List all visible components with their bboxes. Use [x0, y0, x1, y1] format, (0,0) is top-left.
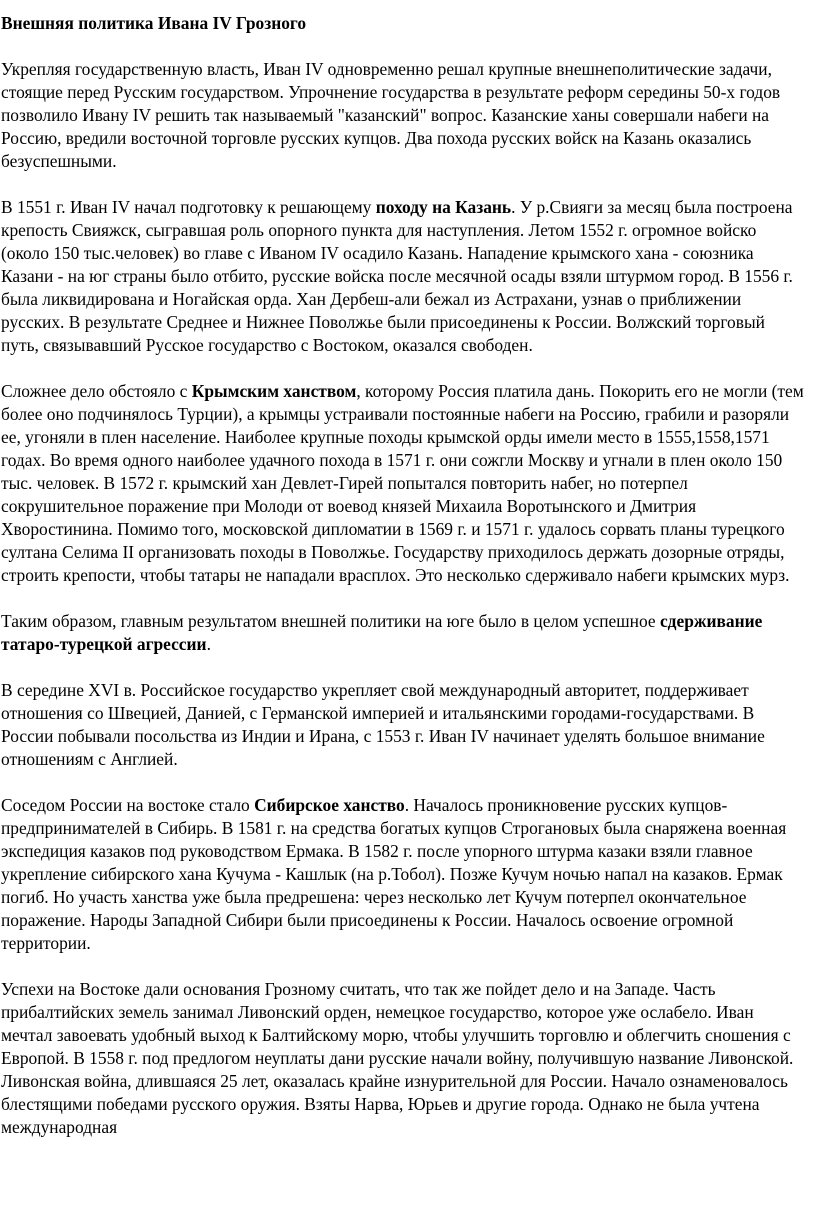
- paragraph-text: В 1551 г. Иван IV начал подготовку к решающему: [1, 197, 376, 217]
- bold-term-containment: сдерживание татаро-турецкой агрессии: [1, 611, 763, 654]
- paragraph-text: , которому Россия платила дань. Покорить его не могли (тем более оно подчинялось Турции), а крымцы устраивали постоянные набеги на Россию, грабили и разоряли ее, угоняли в плен население. Наиболее крупные походы крымской орды имели место в 1555,1558,1571 годах. Во время одного наиболее удачного похода в 1571 г. они сожгли Москву и угнали в плен около 150 тыс. человек. В 1572 г. крымский хан Девлет-Гирей попытался повторить набег, но потерпел сокрушительное поражение при Молоди от воевод князей Михаила Воротынского и Дмитрия Хворостинина. Помимо того, московской дипломатии в 1569 г. и 1571 г. удалось сорвать планы турецкого султана Селима II организовать походы в Поволжье. Государству приходилось держать дозорные отряды, строить крепости, чтобы татары не нападали врасплох. Это несколько сдерживало набеги крымских мурз.: [1, 381, 804, 585]
- bold-term-crimean-khanate: Крымским ханством: [191, 381, 357, 401]
- paragraph-kazan-intro: Укрепляя государственную власть, Иван IV одновременно решал крупные внешнеполитические задачи, стоящие перед Русским государством. Упрочнение государства в результате реформ середины 50-х годов позволило Ивану IV решить так называемый "казанский" вопрос. Казанские ханы совершали набеги на Россию, вредили восточной торговле русских купцов. Два похода русских войск на Казань оказались безуспешными.: [1, 59, 781, 171]
- paragraph-text: . У р.Свияги за месяц была построена крепость Свияжск, сыгравшая роль опорного пункта для наступления. Летом 1552 г. огромное войско (около 150 тыс.человек) во главе с Иваном IV осадило Казань. Нападение крымского хана - союзника Казани - на юг страны было отбито, русские войска после месячной осады взяли штурмом город. В 1556 г. была ликвидирована и Ногайская орда. Хан Дербеш-али бежал из Астрахани, узнав о приближении русских. В результате Среднее и Нижнее Поволжье были присоединены к России. Волжский торговый путь, связывавший Русское государство с Востоком, оказался свободен.: [1, 197, 793, 355]
- paragraph-crimean-khanate: [1, 380, 807, 587]
- bold-term-kazan-campaign: походу на Казань: [375, 197, 512, 217]
- paragraph-text: .: [206, 634, 211, 654]
- paragraph-kazan-campaign: [1, 196, 807, 357]
- paragraph-text: Соседом России на востоке стало: [1, 795, 255, 815]
- paragraph-livonian-war: Успехи на Востоке дали основания Грозному считать, что так же пойдет дело и на Западе. Часть прибалтийских земель занимал Ливонский орден, немецкое государство, которое уже ослабело. Иван мечтал завоевать удобный выход к Балтийскому морю, чтобы улучшить торговлю и облегчить сношения с Европой. В 1558 г. под предлогом неуплаты дани русские начали войну, получившую название Ливонской. Ливонская война, длившаяся 25 лет, оказалась крайне изнурительной для России. Начало ознаменовалось блестящими победами русского оружия. Взяты Нарва, Юрьев и другие города. Однако не была учтена международная: [1, 979, 794, 1137]
- paragraph-text: Сложнее дело обстояло с: [1, 381, 192, 401]
- paragraph-international-authority: В середине XVI в. Российское государство укрепляет свой международный авторитет, поддерживает отношения со Швецией, Данией, с Германской империей и итальянскими городами-государствами. В России побывали посольства из Индии и Ирана, с 1553 г. Иван IV начинает уделять большое внимание отношениям с Англией.: [1, 680, 765, 769]
- document-title: Внешняя политика Ивана IV Грозного: [1, 13, 307, 33]
- paragraph-siberian-khanate: [1, 794, 807, 955]
- paragraph-text: Таким образом, главным результатом внешней политики на юге было в целом успешное: [1, 611, 660, 631]
- paragraph-text: . Началось проникновение русских купцов-предпринимателей в Сибирь. В 1581 г. на средства богатых купцов Строгановых была снаряжена военная экспедиция казаков под руководством Ермака. В 1582 г. после упорного штурма казаки взяли главное укрепление сибирского хана Кучума - Кашлык (на р.Тобол). Позже Кучум ночью напал на казаков. Ермак погиб. Но участь ханства уже была предрешена: через несколько лет Кучум потерпел окончательное поражение. Народы Западной Сибири были присоединены к России. Началось освоение огромной территории.: [1, 795, 787, 953]
- paragraph-south-result: [1, 610, 807, 656]
- document-page: [0, 12, 811, 1139]
- bold-term-siberian-khanate: Сибирское ханство: [254, 795, 405, 815]
